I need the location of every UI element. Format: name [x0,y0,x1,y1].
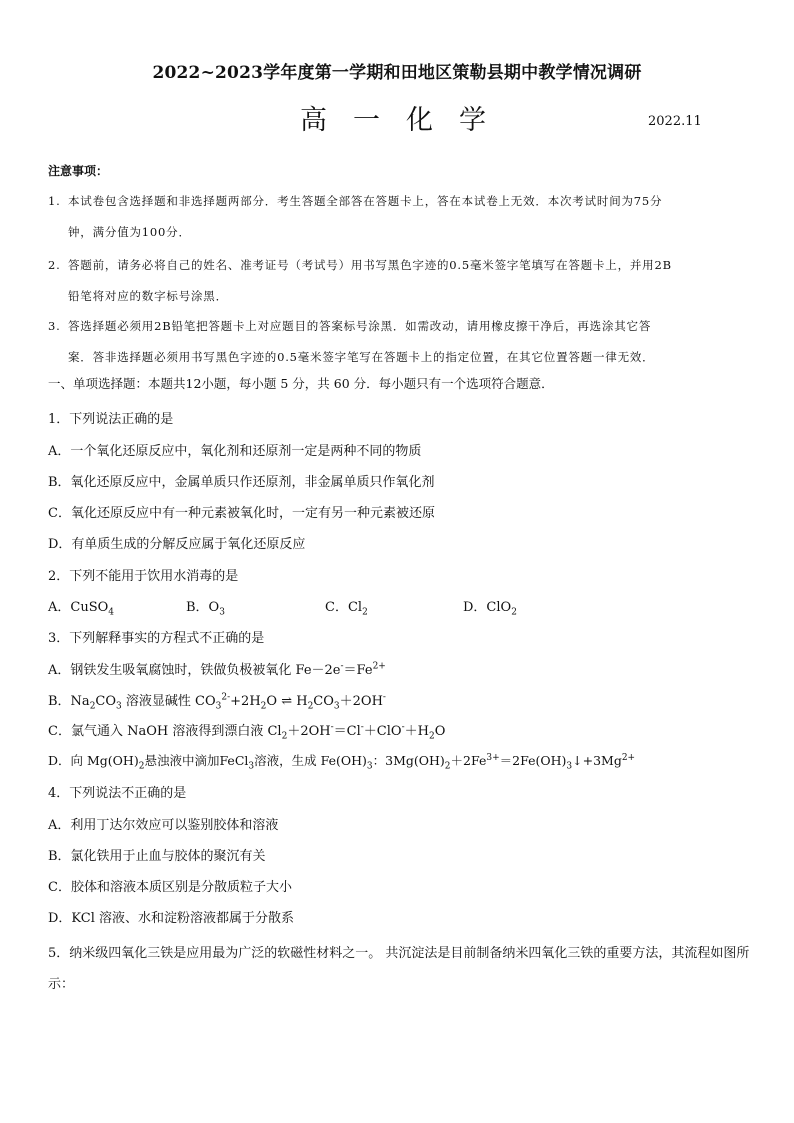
notice-number: 3. [48,319,61,333]
question-4-stem: 4．下列说法不正确的是 [48,786,187,801]
question-3-stem: 3．下列解释事实的方程式不正确的是 [48,631,265,646]
question-1-option-a: A．一个氧化还原反应中，氧化剂和还原剂一定是两种不同的物质 [48,444,422,459]
notice-item-1 [48,186,748,248]
notice-text: 答题前，请务必将自己的姓名、准考证号（考试号）用书写黑色字迹的0.5毫米签字笔填写在答题卡上，并用2B [68,258,672,272]
notice-text-continued: 钟，满分值为100分． [68,225,191,239]
subject-title: 高一化学 [300,105,512,136]
exam-title: 2022~2023学年度第一学期和田地区策勒县期中教学情况调研 [152,63,642,83]
notice-text-continued: 铅笔将对应的数字标号涂黑． [68,289,228,303]
section-heading: 一、单项选择题：本题共12小题，每小题 5 分，共 60 分．每小题只有一个选项符合题意． [48,376,554,391]
exam-date: 2022.11 [648,114,702,129]
question-5-stem: 5．纳米级四氧化三铁是应用最为广泛的软磁性材料之一。 共沉淀法是目前制备纳米四氧化三铁的重要方法，其流程如图所示： [48,946,750,992]
question-1-stem: 1．下列说法正确的是 [48,412,174,427]
question-2-option-a: A．CuSO$_4$ [48,600,115,618]
question-4-option-c: C．胶体和溶液本质区别是分散质粒子大小 [48,880,292,895]
notice-text: 本试卷包含选择题和非选择题两部分．考生答题全部答在答题卡上，答在本试卷上无效．本次考试时间为75分 [68,194,663,208]
question-3-option-d: D．向 $Mg(OH)_2$悬浊液中滴加FeCl$_3$溶液，生成 $Fe(OH)_3$：$3Mg(OH)_2+2Fe^{3+}=2Fe(OH)_3↓+3Mg^{2+}$ [48,752,636,772]
notice-number: 1. [48,194,61,208]
question-1-option-b: B．氧化还原反应中，金属单质只作还原剂，非金属单质只作氧化剂 [48,475,435,490]
question-3-option-b: B．$Na_2CO_3$ 溶液显碱性 $CO_3^{2-}+2H_2O$ ⇌ $H_2CO_3+2OH^-$ [48,692,386,712]
question-3-option-c: C．氯气通入 NaOH 溶液得到漂白液 $Cl_2+2OH^-=Cl^-+ClO^-+H_2O$ [48,722,446,742]
question-2-stem: 2．下列不能用于饮用水消毒的是 [48,569,239,584]
notice-heading: 注意事项： [48,164,109,178]
notice-number: 2. [48,258,61,272]
question-2-option-b: B．$O_3$ [186,600,225,618]
question-3-option-a: A．钢铁发生吸氧腐蚀时，铁做负极被氧化 $Fe-2e^-=Fe^{2+}$ [48,661,386,678]
question-4-option-d: D．KCl 溶液、水和淀粉溶液都属于分散系 [48,911,295,926]
question-1-option-d: D．有单质生成的分解反应属于氧化还原反应 [48,537,306,552]
notice-text: 答选择题必须用2B铅笔把答题卡上对应题目的答案标号涂黑．如需改动，请用橡皮擦干净后，再选涂其它答 [68,319,652,333]
notice-item-3 [48,311,748,373]
notice-text-continued: 案．答非选择题必须用书写黑色字迹的0.5毫米签字笔写在答题卡上的指定位置，在其它位置答题一律无效． [68,350,655,364]
question-4-option-a: A．利用丁达尔效应可以鉴别胶体和溶液 [48,818,279,833]
question-4-option-b: B．氯化铁用于止血与胶体的聚沉有关 [48,849,266,864]
question-1-option-c: C．氧化还原反应中有一种元素被氧化时，一定有另一种元素被还原 [48,506,435,521]
question-2-option-d: D．ClO$_2$ [463,600,517,618]
notice-item-2 [48,250,748,312]
question-2-option-c: C．$Cl_2$ [325,600,368,618]
